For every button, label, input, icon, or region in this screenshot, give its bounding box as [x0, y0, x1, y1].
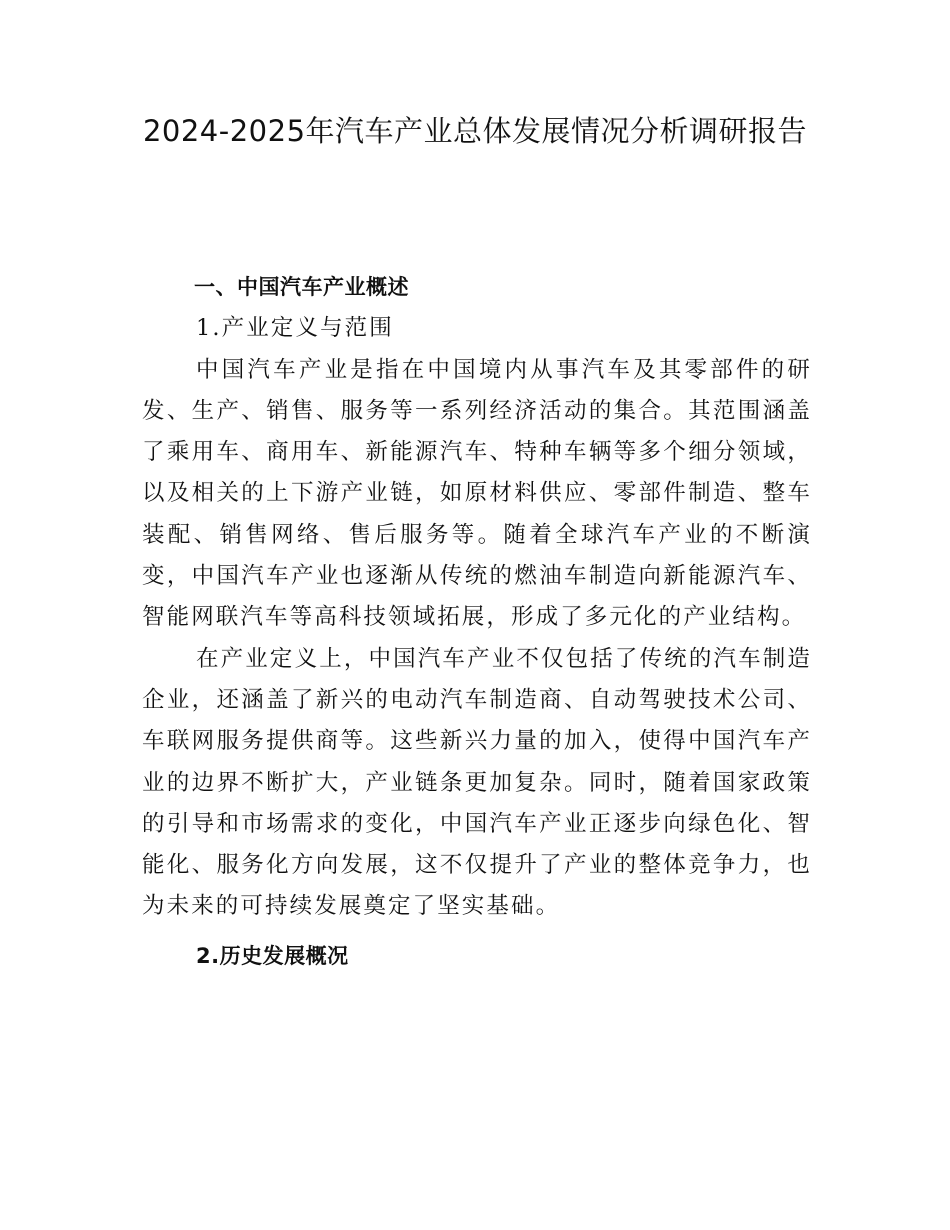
subsection-heading-history: 2.历史发展概况: [196, 943, 349, 968]
document-body: [142, 267, 812, 977]
subsection-heading-definition: 1.产业定义与范围: [196, 315, 394, 342]
paragraph-scope: 在产业定义上，中国汽车产业不仅包括了传统的汽车制造企业，还涵盖了新兴的电动汽车制造商、自动驾驶技术公司、车联网服务提供商等。这些新兴力量的加入，使得中国汽车产业的边界不断扩大，产业链条更加复杂。同时，随着国家政策的引导和市场需求的变化，中国汽车产业正逐步向绿色化、智能化、服务化方向发展，这不仅提升了产业的整体竞争力，也为未来的可持续发展奠定了坚实基础。: [142, 645, 812, 920]
document-title: 2024-2025年汽车产业总体发展情况分析调研报告: [142, 114, 808, 148]
paragraph-definition: 中国汽车产业是指在中国境内从事汽车及其零部件的研发、生产、销售、服务等一系列经济活动的集合。其范围涵盖了乘用车、商用车、新能源汽车、特种车辆等多个细分领域，以及相关的上下游产业链，如原材料供应、零部件制造、整车装配、销售网络、售后服务等。随着全球汽车产业的不断演变，中国汽车产业也逐渐从传统的燃油车制造向新能源汽车、智能网联汽车等高科技领域拓展，形成了多元化的产业结构。: [142, 356, 812, 631]
section-heading-overview: 一、中国汽车产业概述: [194, 275, 409, 299]
